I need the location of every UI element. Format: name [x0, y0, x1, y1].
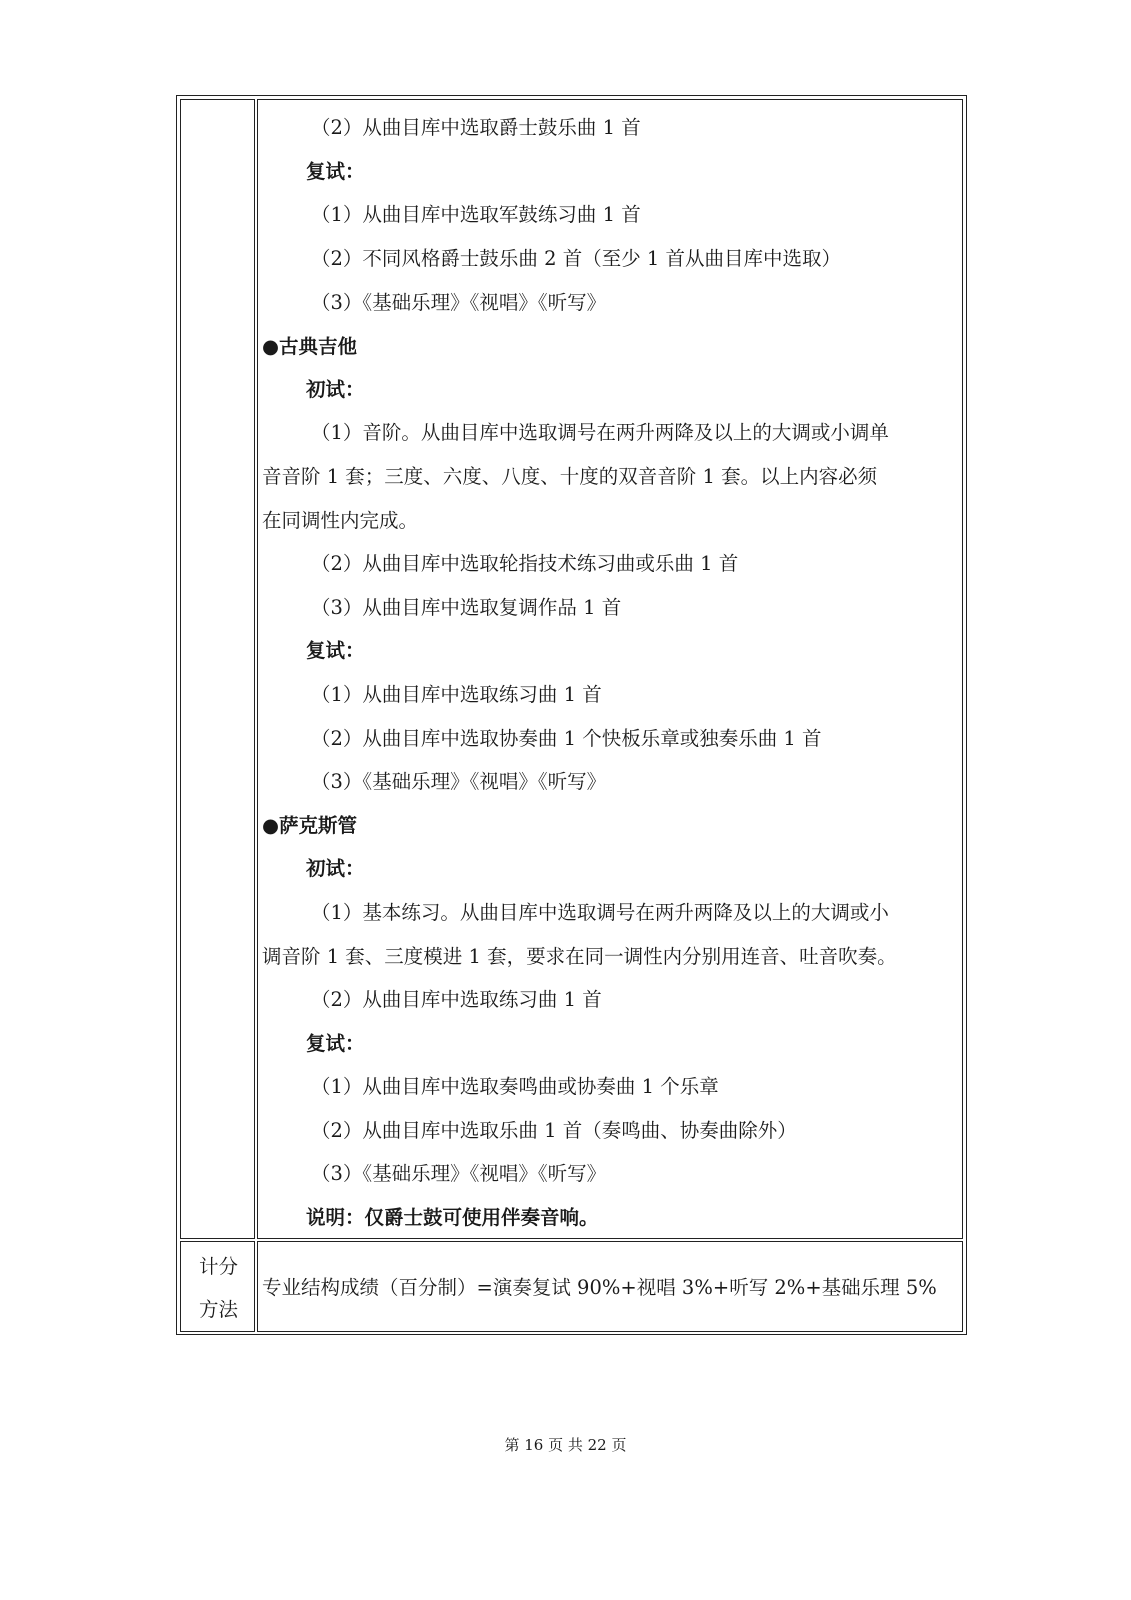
text-line: （3）《基础乐理》《视唱》《听写》 — [311, 770, 607, 793]
section-label-preliminary: 初试： — [306, 378, 365, 401]
text-line: 在同调性内完成。 — [262, 509, 419, 532]
table-label-cell-empty — [180, 99, 255, 1239]
text-line: （2）从曲目库中选取爵士鼓乐曲 1 首 — [311, 116, 641, 139]
text-line: （1）从曲目库中选取奏鸣曲或协奏曲 1 个乐章 — [311, 1075, 719, 1098]
section-label-retest: 复试： — [306, 1032, 365, 1055]
text-line: （1）基本练习。从曲目库中选取调号在两升两降及以上的大调或小 — [311, 901, 889, 924]
text-line: （2）从曲目库中选取轮指技术练习曲或乐曲 1 首 — [311, 552, 739, 575]
text-line: （3）从曲目库中选取复调作品 1 首 — [311, 596, 622, 619]
text-line: 音音阶 1 套；三度、六度、八度、十度的双音音阶 1 套。以上内容必须 — [262, 465, 878, 488]
scoring-label-cell — [180, 1241, 255, 1332]
text-line: （3）《基础乐理》《视唱》《听写》 — [311, 291, 607, 314]
scoring-formula: 专业结构成绩（百分制）=演奏复试 90%+视唱 3%+听写 2%+基础乐理 5% — [262, 1276, 937, 1299]
section-label-retest: 复试： — [306, 639, 365, 662]
scoring-label-line1: 计分 — [198, 1255, 238, 1278]
text-line: （2）从曲目库中选取乐曲 1 首（奏鸣曲、协奏曲除外） — [311, 1119, 797, 1142]
text-line: （2）从曲目库中选取协奏曲 1 个快板乐章或独奏乐曲 1 首 — [311, 727, 822, 750]
section-label-retest: 复试： — [306, 160, 365, 183]
note-accompaniment: 说明：仅爵士鼓可使用伴奏音响。 — [306, 1206, 599, 1229]
requirements-table — [176, 95, 967, 1335]
scoring-label-line2: 方法 — [198, 1298, 238, 1321]
text-line: （1）从曲目库中选取军鼓练习曲 1 首 — [311, 203, 641, 226]
scoring-formula-cell — [257, 1241, 963, 1332]
page-footer: 第 16 页 共 22 页 — [504, 1436, 627, 1454]
text-line: （3）《基础乐理》《视唱》《听写》 — [311, 1162, 607, 1185]
text-line: 调音阶 1 套、三度模进 1 套，要求在同一调性内分别用连音、吐音吹奏。 — [262, 945, 897, 968]
text-line: （2）从曲目库中选取练习曲 1 首 — [311, 988, 602, 1011]
text-line: （2）不同风格爵士鼓乐曲 2 首（至少 1 首从曲目库中选取） — [311, 247, 842, 270]
section-label-preliminary: 初试： — [306, 857, 365, 880]
text-line: （1）从曲目库中选取练习曲 1 首 — [311, 683, 602, 706]
instrument-heading-saxophone: ●萨克斯管 — [262, 814, 358, 837]
table-content-cell — [257, 99, 963, 1239]
instrument-heading-classical-guitar: ●古典吉他 — [262, 335, 358, 358]
text-line: （1）音阶。从曲目库中选取调号在两升两降及以上的大调或小调单 — [311, 421, 889, 444]
